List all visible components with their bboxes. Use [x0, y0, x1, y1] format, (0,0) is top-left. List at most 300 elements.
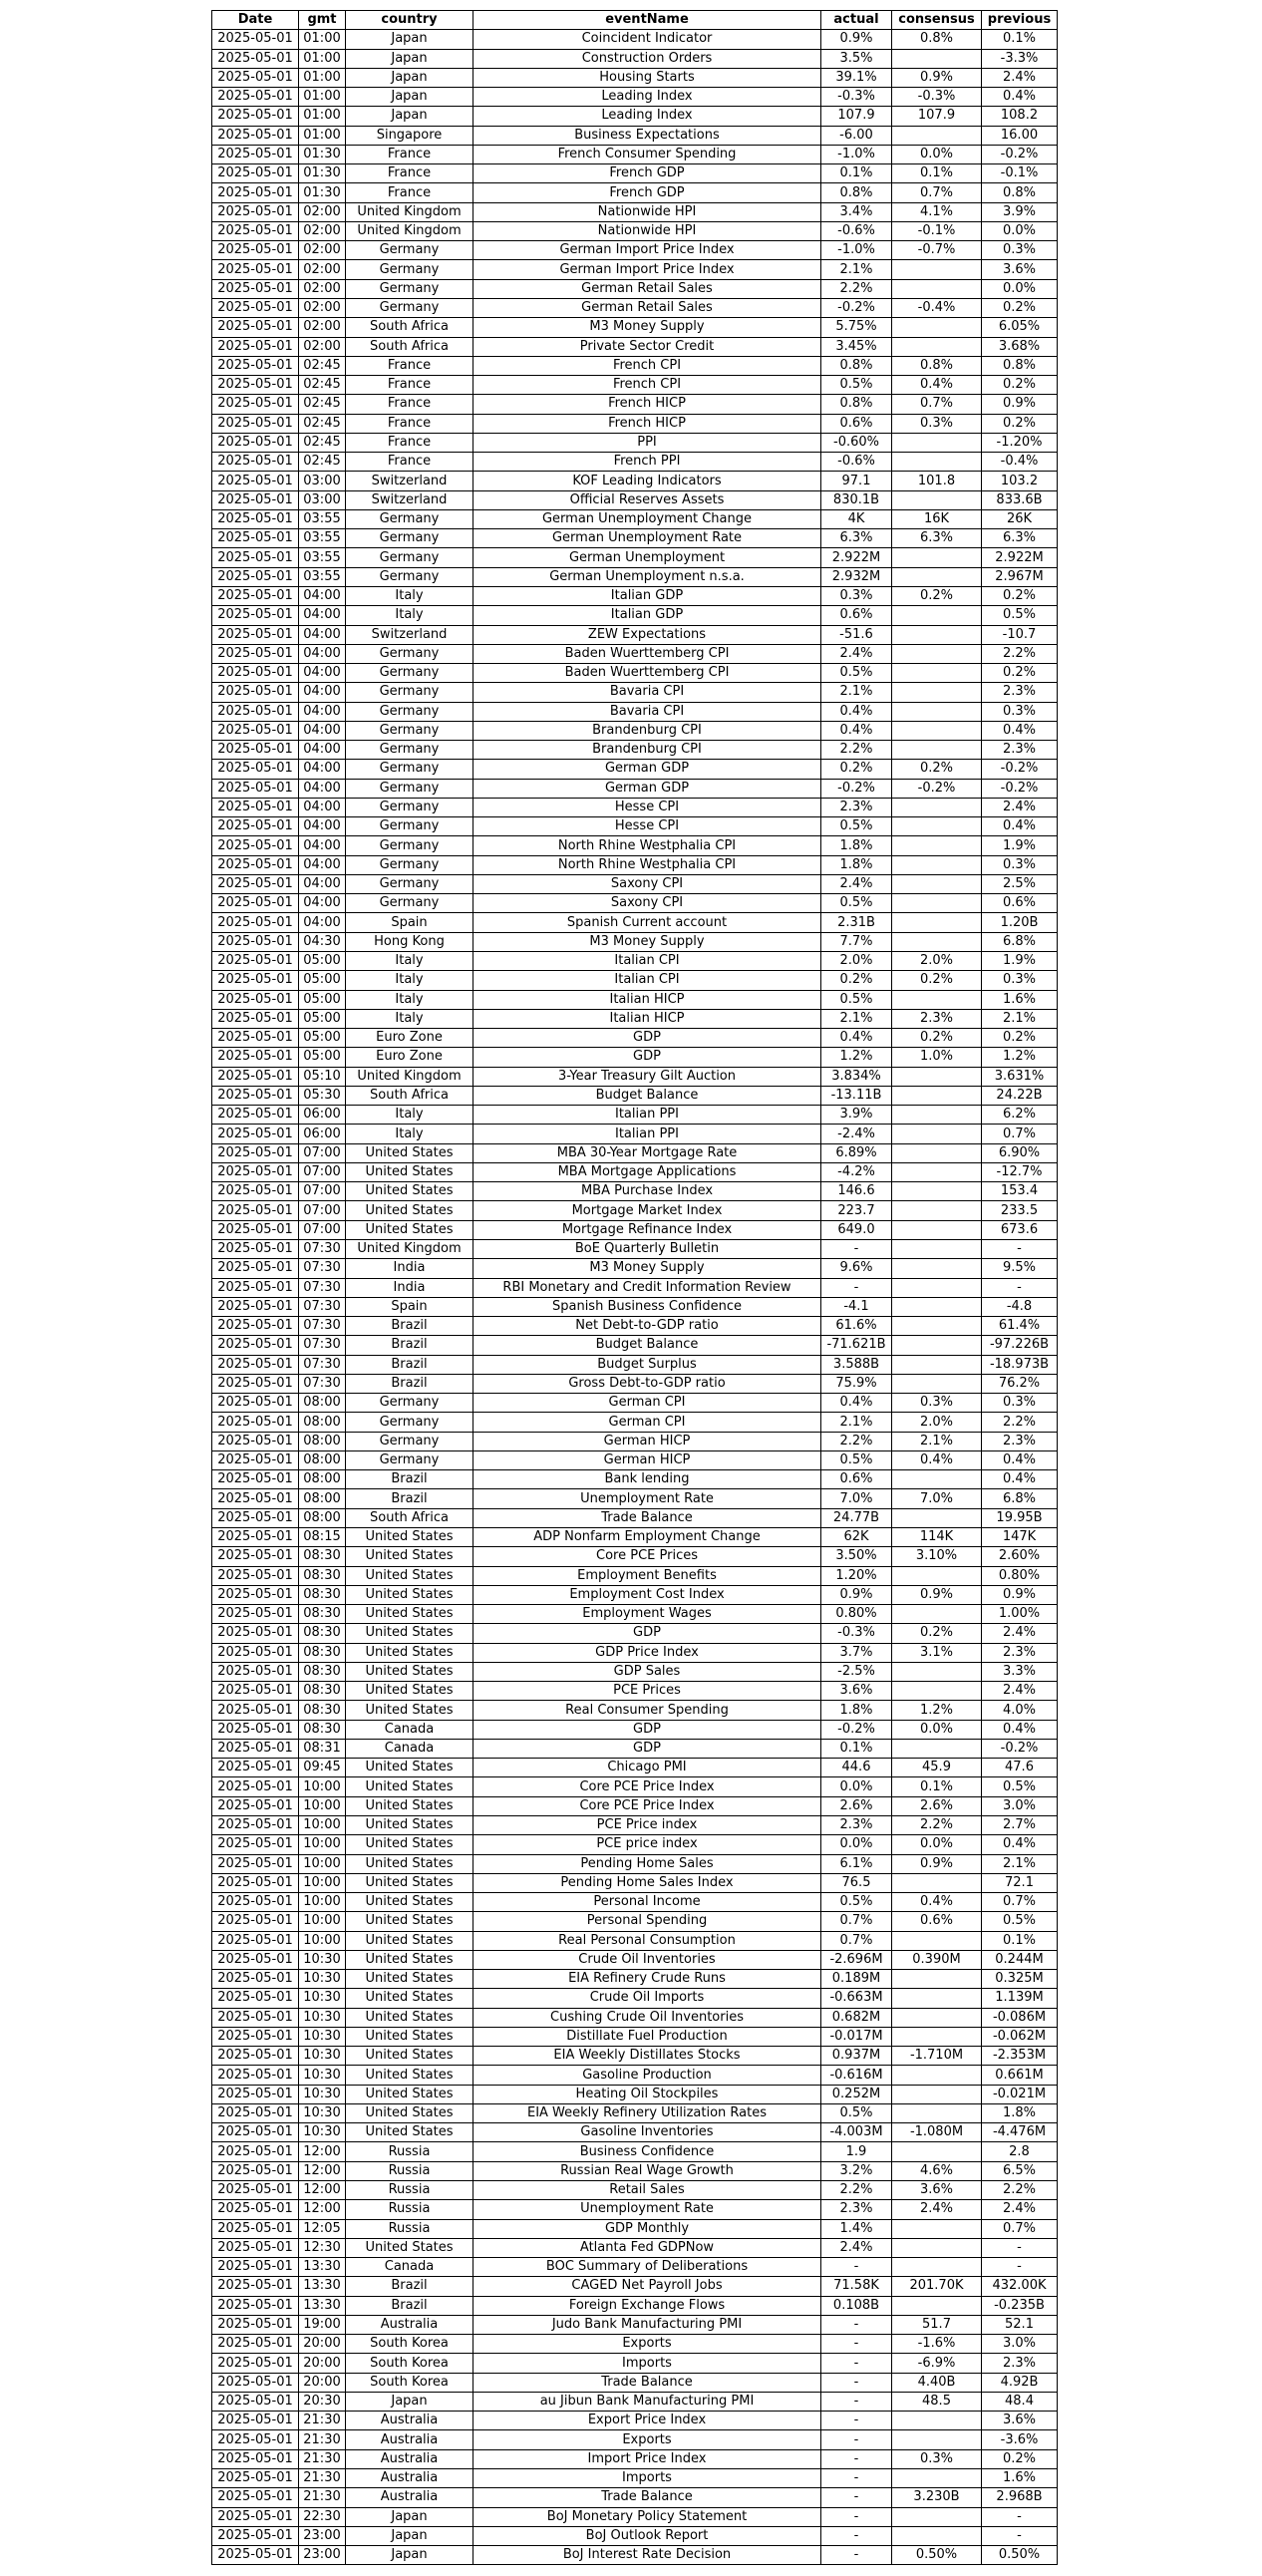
cell-event-name: M3 Money Supply — [473, 932, 821, 951]
table-row — [212, 1201, 1058, 1220]
cell-actual: 3.4% — [821, 202, 892, 221]
cell-country: Japan — [346, 88, 473, 107]
cell-date: 2025-05-01 — [212, 164, 299, 183]
cell-date: 2025-05-01 — [212, 760, 299, 779]
cell-actual: -0.2% — [821, 779, 892, 798]
table-row — [212, 2430, 1058, 2449]
cell-gmt: 23:00 — [299, 2546, 346, 2565]
cell-previous: 6.2% — [982, 1106, 1058, 1125]
table-row — [212, 817, 1058, 836]
table-header — [212, 11, 1058, 30]
cell-consensus — [892, 279, 982, 298]
cell-date: 2025-05-01 — [212, 2412, 299, 2430]
cell-country: South Korea — [346, 2354, 473, 2373]
cell-gmt: 20:00 — [299, 2335, 346, 2354]
cell-actual: 146.6 — [821, 1182, 892, 1201]
cell-date: 2025-05-01 — [212, 1759, 299, 1777]
cell-country: United States — [346, 1162, 473, 1181]
table-row — [212, 260, 1058, 279]
table-row — [212, 760, 1058, 779]
cell-previous: 3.6% — [982, 2412, 1058, 2430]
cell-previous: 108.2 — [982, 107, 1058, 126]
cell-country: Switzerland — [346, 490, 473, 509]
cell-country: Brazil — [346, 1336, 473, 1355]
cell-actual: 2.4% — [821, 2238, 892, 2257]
cell-previous: 833.6B — [982, 490, 1058, 509]
cell-actual: 0.5% — [821, 1450, 892, 1469]
cell-event-name: French PPI — [473, 453, 821, 472]
cell-gmt: 10:00 — [299, 1777, 346, 1796]
cell-date: 2025-05-01 — [212, 625, 299, 644]
cell-consensus: 3.10% — [892, 1547, 982, 1566]
cell-event-name: German GDP — [473, 779, 821, 798]
cell-previous: 0.9% — [982, 395, 1058, 414]
cell-gmt: 04:00 — [299, 741, 346, 760]
cell-actual: 2.2% — [821, 741, 892, 760]
cell-actual: 1.20% — [821, 1566, 892, 1585]
cell-country: Canada — [346, 2258, 473, 2277]
cell-event-name: Judo Bank Manufacturing PMI — [473, 2315, 821, 2334]
cell-gmt: 03:00 — [299, 490, 346, 509]
cell-event-name: German CPI — [473, 1394, 821, 1413]
cell-previous: 0.3% — [982, 241, 1058, 260]
cell-actual: -4.2% — [821, 1162, 892, 1181]
cell-actual: 0.1% — [821, 1739, 892, 1758]
cell-gmt: 10:00 — [299, 1912, 346, 1931]
cell-gmt: 02:45 — [299, 376, 346, 395]
cell-previous: -0.2% — [982, 145, 1058, 163]
table-row — [212, 2123, 1058, 2142]
table-row — [212, 1240, 1058, 1259]
cell-consensus: 0.0% — [892, 145, 982, 163]
cell-event-name: German Retail Sales — [473, 279, 821, 298]
cell-consensus: 2.1% — [892, 1432, 982, 1450]
cell-event-name: Net Debt-to-GDP ratio — [473, 1317, 821, 1336]
cell-consensus: 201.70K — [892, 2277, 982, 2296]
cell-gmt: 04:00 — [299, 913, 346, 932]
cell-consensus: 3.230B — [892, 2488, 982, 2507]
cell-date: 2025-05-01 — [212, 2008, 299, 2027]
table-row — [212, 1873, 1058, 1892]
cell-previous: 2.4% — [982, 1624, 1058, 1643]
cell-event-name: Personal Income — [473, 1893, 821, 1912]
cell-date: 2025-05-01 — [212, 1125, 299, 1143]
cell-actual: - — [821, 2546, 892, 2565]
cell-actual: 0.4% — [821, 721, 892, 740]
cell-event-name: German Unemployment Rate — [473, 529, 821, 548]
cell-gmt: 02:00 — [299, 318, 346, 337]
cell-event-name: RBI Monetary and Credit Information Review — [473, 1278, 821, 1297]
cell-event-name: KOF Leading Indicators — [473, 472, 821, 490]
cell-event-name: CAGED Net Payroll Jobs — [473, 2277, 821, 2296]
cell-consensus: -6.9% — [892, 2354, 982, 2373]
table-row — [212, 971, 1058, 990]
cell-previous: 2.3% — [982, 741, 1058, 760]
cell-date: 2025-05-01 — [212, 1355, 299, 1374]
cell-date: 2025-05-01 — [212, 1336, 299, 1355]
cell-previous: 19.95B — [982, 1508, 1058, 1527]
cell-previous: 4.92B — [982, 2373, 1058, 2392]
table-row — [212, 1912, 1058, 1931]
cell-event-name: Italian GDP — [473, 586, 821, 605]
table-row — [212, 1336, 1058, 1355]
cell-event-name: Italian GDP — [473, 606, 821, 625]
cell-previous: 0.2% — [982, 586, 1058, 605]
cell-country: Germany — [346, 721, 473, 740]
table-row — [212, 529, 1058, 548]
cell-date: 2025-05-01 — [212, 1317, 299, 1336]
cell-date: 2025-05-01 — [212, 1240, 299, 1259]
cell-consensus — [892, 1259, 982, 1278]
cell-date: 2025-05-01 — [212, 2258, 299, 2277]
cell-date: 2025-05-01 — [212, 894, 299, 913]
cell-actual: 0.7% — [821, 1931, 892, 1950]
cell-consensus: 2.6% — [892, 1796, 982, 1815]
cell-consensus: 0.2% — [892, 1029, 982, 1048]
table-row — [212, 1413, 1058, 1432]
cell-country: United States — [346, 2123, 473, 2142]
cell-previous: 103.2 — [982, 472, 1058, 490]
cell-previous: 2.60% — [982, 1547, 1058, 1566]
cell-actual: 2.0% — [821, 952, 892, 971]
cell-date: 2025-05-01 — [212, 1432, 299, 1450]
cell-country: United States — [346, 2008, 473, 2027]
cell-date: 2025-05-01 — [212, 1278, 299, 1297]
cell-consensus: 0.2% — [892, 971, 982, 990]
cell-gmt: 05:00 — [299, 990, 346, 1009]
cell-actual: 0.6% — [821, 606, 892, 625]
cell-consensus — [892, 1739, 982, 1758]
cell-date: 2025-05-01 — [212, 2430, 299, 2449]
cell-gmt: 05:00 — [299, 971, 346, 990]
cell-country: United States — [346, 2103, 473, 2122]
cell-consensus: 4.40B — [892, 2373, 982, 2392]
cell-actual: 0.6% — [821, 414, 892, 433]
cell-date: 2025-05-01 — [212, 2373, 299, 2392]
cell-country: Hong Kong — [346, 932, 473, 951]
cell-country: Germany — [346, 548, 473, 567]
cell-actual: 223.7 — [821, 1201, 892, 1220]
cell-actual: 0.8% — [821, 395, 892, 414]
cell-date: 2025-05-01 — [212, 2027, 299, 2046]
cell-gmt: 04:30 — [299, 932, 346, 951]
cell-country: United Kingdom — [346, 1240, 473, 1259]
cell-gmt: 09:45 — [299, 1759, 346, 1777]
cell-date: 2025-05-01 — [212, 952, 299, 971]
cell-date: 2025-05-01 — [212, 1508, 299, 1527]
table-row — [212, 126, 1058, 145]
cell-country: Germany — [346, 1413, 473, 1432]
table-row — [212, 1527, 1058, 1546]
cell-consensus — [892, 932, 982, 951]
cell-country: Germany — [346, 260, 473, 279]
cell-event-name: Chicago PMI — [473, 1759, 821, 1777]
table-row — [212, 1989, 1058, 2008]
cell-country: South Africa — [346, 1508, 473, 1527]
cell-previous: 0.8% — [982, 356, 1058, 375]
cell-event-name: Italian CPI — [473, 952, 821, 971]
cell-event-name: Bavaria CPI — [473, 683, 821, 702]
cell-consensus — [892, 2238, 982, 2257]
table-row — [212, 164, 1058, 183]
table-row — [212, 1970, 1058, 1989]
cell-actual: 62K — [821, 1527, 892, 1546]
cell-actual: 6.89% — [821, 1143, 892, 1162]
cell-previous: -2.353M — [982, 2047, 1058, 2066]
cell-event-name: BoJ Interest Rate Decision — [473, 2546, 821, 2565]
cell-country: Germany — [346, 894, 473, 913]
cell-gmt: 08:30 — [299, 1547, 346, 1566]
cell-actual: -2.5% — [821, 1662, 892, 1681]
cell-gmt: 01:00 — [299, 107, 346, 126]
cell-consensus — [892, 1297, 982, 1316]
cell-country: South Korea — [346, 2335, 473, 2354]
cell-gmt: 21:30 — [299, 2449, 346, 2468]
cell-actual: 1.8% — [821, 1701, 892, 1720]
cell-date: 2025-05-01 — [212, 2335, 299, 2354]
cell-gmt: 08:30 — [299, 1682, 346, 1701]
cell-consensus: 16K — [892, 509, 982, 528]
table-row — [212, 414, 1058, 433]
cell-gmt: 10:00 — [299, 1835, 346, 1854]
cell-gmt: 07:30 — [299, 1374, 346, 1393]
cell-consensus: 0.9% — [892, 1585, 982, 1604]
cell-actual: 39.1% — [821, 68, 892, 87]
cell-previous: 0.3% — [982, 702, 1058, 721]
cell-country: Australia — [346, 2449, 473, 2468]
cell-event-name: Trade Balance — [473, 2373, 821, 2392]
cell-gmt: 04:00 — [299, 894, 346, 913]
cell-event-name: Coincident Indicator — [473, 30, 821, 49]
cell-actual: 76.5 — [821, 1873, 892, 1892]
cell-gmt: 07:30 — [299, 1355, 346, 1374]
cell-event-name: Retail Sales — [473, 2181, 821, 2200]
table-row — [212, 2181, 1058, 2200]
cell-gmt: 02:00 — [299, 298, 346, 317]
cell-country: Germany — [346, 683, 473, 702]
cell-actual: -0.60% — [821, 433, 892, 452]
cell-consensus — [892, 625, 982, 644]
cell-country: South Africa — [346, 1086, 473, 1105]
cell-gmt: 08:00 — [299, 1413, 346, 1432]
cell-actual: 0.5% — [821, 817, 892, 836]
cell-consensus: 0.4% — [892, 1893, 982, 1912]
cell-date: 2025-05-01 — [212, 2526, 299, 2545]
table-row — [212, 49, 1058, 68]
cell-event-name: Hesse CPI — [473, 798, 821, 816]
cell-consensus — [892, 126, 982, 145]
cell-gmt: 05:00 — [299, 1029, 346, 1048]
cell-previous: 2.1% — [982, 1854, 1058, 1873]
column-header-gmt: gmt — [299, 11, 346, 30]
cell-date: 2025-05-01 — [212, 2200, 299, 2219]
cell-gmt: 02:45 — [299, 395, 346, 414]
cell-consensus: -0.7% — [892, 241, 982, 260]
cell-date: 2025-05-01 — [212, 567, 299, 586]
table-row — [212, 1297, 1058, 1316]
cell-event-name: North Rhine Westphalia CPI — [473, 836, 821, 855]
table-row — [212, 337, 1058, 356]
cell-previous: 1.139M — [982, 1989, 1058, 2008]
cell-event-name: BoJ Outlook Report — [473, 2526, 821, 2545]
cell-previous: 0.0% — [982, 279, 1058, 298]
cell-consensus: 51.7 — [892, 2315, 982, 2334]
cell-consensus — [892, 2430, 982, 2449]
cell-actual: 9.6% — [821, 1259, 892, 1278]
cell-gmt: 08:00 — [299, 1489, 346, 1508]
cell-event-name: Core PCE Prices — [473, 1547, 821, 1566]
table-header-row — [212, 11, 1058, 30]
cell-gmt: 10:00 — [299, 1873, 346, 1892]
cell-gmt: 08:30 — [299, 1585, 346, 1604]
table-row — [212, 318, 1058, 337]
cell-gmt: 01:30 — [299, 183, 346, 202]
cell-gmt: 12:00 — [299, 2142, 346, 2161]
cell-country: Germany — [346, 779, 473, 798]
table-row — [212, 2258, 1058, 2277]
cell-actual: - — [821, 2335, 892, 2354]
cell-event-name: MBA Mortgage Applications — [473, 1162, 821, 1181]
cell-event-name: Crude Oil Inventories — [473, 1950, 821, 1969]
cell-event-name: Spanish Business Confidence — [473, 1297, 821, 1316]
cell-country: Russia — [346, 2142, 473, 2161]
cell-actual: 0.9% — [821, 30, 892, 49]
cell-event-name: Trade Balance — [473, 2488, 821, 2507]
cell-consensus: 0.3% — [892, 414, 982, 433]
cell-country: United Kingdom — [346, 1067, 473, 1086]
cell-consensus — [892, 1240, 982, 1259]
cell-actual: - — [821, 2258, 892, 2277]
cell-previous: 0.4% — [982, 1720, 1058, 1739]
table-row — [212, 1566, 1058, 1585]
cell-consensus — [892, 990, 982, 1009]
cell-actual: 0.189M — [821, 1970, 892, 1989]
cell-gmt: 20:00 — [299, 2373, 346, 2392]
cell-previous: 2.4% — [982, 68, 1058, 87]
cell-event-name: PPI — [473, 433, 821, 452]
cell-gmt: 19:00 — [299, 2315, 346, 2334]
cell-date: 2025-05-01 — [212, 1297, 299, 1316]
cell-previous: -0.1% — [982, 164, 1058, 183]
cell-country: Japan — [346, 68, 473, 87]
table-row — [212, 1162, 1058, 1181]
cell-event-name: Cushing Crude Oil Inventories — [473, 2008, 821, 2027]
table-row — [212, 107, 1058, 126]
cell-actual: 0.5% — [821, 990, 892, 1009]
table-row — [212, 606, 1058, 625]
cell-actual: 2.2% — [821, 2181, 892, 2200]
cell-consensus — [892, 1220, 982, 1239]
cell-consensus — [892, 453, 982, 472]
table-row — [212, 894, 1058, 913]
cell-date: 2025-05-01 — [212, 107, 299, 126]
cell-gmt: 04:00 — [299, 855, 346, 874]
cell-consensus: 0.1% — [892, 164, 982, 183]
cell-consensus — [892, 894, 982, 913]
cell-country: Brazil — [346, 1374, 473, 1393]
cell-event-name: Leading Index — [473, 107, 821, 126]
cell-date: 2025-05-01 — [212, 1527, 299, 1546]
cell-gmt: 01:00 — [299, 88, 346, 107]
table-row — [212, 509, 1058, 528]
cell-actual: 6.1% — [821, 1854, 892, 1873]
cell-gmt: 07:00 — [299, 1143, 346, 1162]
cell-date: 2025-05-01 — [212, 49, 299, 68]
cell-actual: 0.4% — [821, 1394, 892, 1413]
cell-date: 2025-05-01 — [212, 1259, 299, 1278]
cell-gmt: 21:30 — [299, 2430, 346, 2449]
cell-previous: 0.7% — [982, 1125, 1058, 1143]
cell-gmt: 12:30 — [299, 2238, 346, 2257]
cell-country: Japan — [346, 2507, 473, 2526]
cell-gmt: 20:30 — [299, 2392, 346, 2411]
cell-event-name: Nationwide HPI — [473, 202, 821, 221]
cell-consensus: 3.6% — [892, 2181, 982, 2200]
cell-country: Switzerland — [346, 472, 473, 490]
cell-actual: 3.50% — [821, 1547, 892, 1566]
cell-date: 2025-05-01 — [212, 318, 299, 337]
cell-consensus: 0.4% — [892, 1450, 982, 1469]
cell-date: 2025-05-01 — [212, 721, 299, 740]
table-row — [212, 1067, 1058, 1086]
cell-previous: 3.68% — [982, 337, 1058, 356]
cell-event-name: Brandenburg CPI — [473, 721, 821, 740]
cell-event-name: PCE price index — [473, 1835, 821, 1854]
cell-event-name: French HICP — [473, 395, 821, 414]
cell-date: 2025-05-01 — [212, 2142, 299, 2161]
table-row — [212, 433, 1058, 452]
cell-date: 2025-05-01 — [212, 1489, 299, 1508]
cell-actual: - — [821, 2412, 892, 2430]
cell-event-name: Pending Home Sales Index — [473, 1873, 821, 1892]
cell-country: Canada — [346, 1739, 473, 1758]
cell-event-name: Budget Surplus — [473, 1355, 821, 1374]
cell-consensus: 0.1% — [892, 1777, 982, 1796]
cell-consensus: -0.2% — [892, 779, 982, 798]
cell-date: 2025-05-01 — [212, 586, 299, 605]
cell-gmt: 01:00 — [299, 30, 346, 49]
cell-date: 2025-05-01 — [212, 490, 299, 509]
cell-gmt: 03:55 — [299, 509, 346, 528]
cell-consensus: 7.0% — [892, 1489, 982, 1508]
cell-date: 2025-05-01 — [212, 1067, 299, 1086]
table-row — [212, 2200, 1058, 2219]
cell-gmt: 10:00 — [299, 1815, 346, 1834]
column-header-date: Date — [212, 11, 299, 30]
cell-previous: -0.2% — [982, 779, 1058, 798]
cell-consensus — [892, 1355, 982, 1374]
cell-previous: 0.2% — [982, 376, 1058, 395]
cell-gmt: 01:00 — [299, 68, 346, 87]
cell-event-name: North Rhine Westphalia CPI — [473, 855, 821, 874]
cell-date: 2025-05-01 — [212, 2161, 299, 2180]
cell-previous: 0.2% — [982, 664, 1058, 683]
cell-previous: 0.3% — [982, 971, 1058, 990]
cell-event-name: Real Personal Consumption — [473, 1931, 821, 1950]
table-row — [212, 2277, 1058, 2296]
cell-actual: 0.5% — [821, 894, 892, 913]
cell-previous: 2.4% — [982, 1682, 1058, 1701]
cell-previous: 2.8 — [982, 2142, 1058, 2161]
cell-consensus: 0.4% — [892, 376, 982, 395]
cell-country: Australia — [346, 2469, 473, 2488]
cell-date: 2025-05-01 — [212, 874, 299, 893]
cell-country: Brazil — [346, 2296, 473, 2315]
cell-gmt: 10:30 — [299, 2123, 346, 2142]
cell-previous: 6.90% — [982, 1143, 1058, 1162]
cell-date: 2025-05-01 — [212, 1605, 299, 1624]
cell-event-name: Business Expectations — [473, 126, 821, 145]
